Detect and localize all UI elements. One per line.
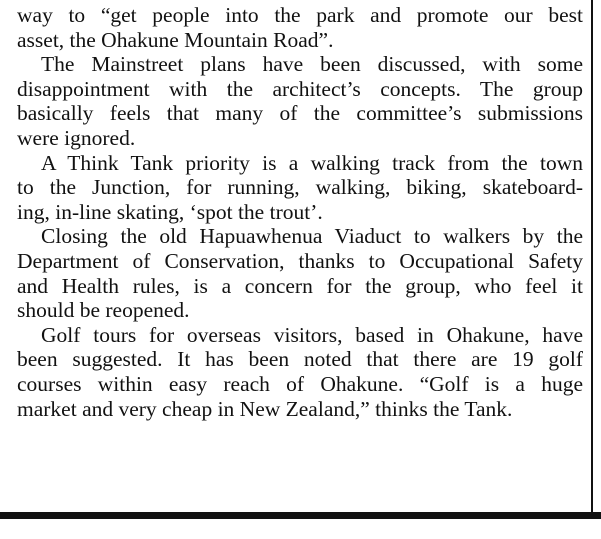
text-line: basically feels that many of the committee’s submissions xyxy=(17,101,583,126)
text-line: been suggested. It has been noted that there are 19 golf xyxy=(17,347,583,372)
paragraph-viaduct-closure xyxy=(17,224,583,322)
text-line: were ignored. xyxy=(17,125,136,150)
text-line: ing, in-line skating, ‘spot the trout’. xyxy=(17,199,323,224)
paragraph-walking-track xyxy=(17,151,583,225)
column-bottom-rule xyxy=(0,512,601,519)
text-line: Closing the old Hapuawhenua Viaduct to walkers by the xyxy=(41,224,583,249)
text-line: disappointment with the architect’s concepts. The group xyxy=(17,76,583,101)
text-line: Department of Conservation, thanks to Occupational Safety xyxy=(17,248,583,273)
text-line: way to “get people into the park and promote our best xyxy=(17,3,583,27)
text-line: The Mainstreet plans have been discussed, with some xyxy=(41,52,583,77)
text-line: Golf tours for overseas visitors, based in Ohakune, have xyxy=(41,322,583,347)
text-line: market and very cheap in New Zealand,” thinks the Tank. xyxy=(17,396,513,421)
text-line: and Health rules, is a concern for the group, who feel it xyxy=(17,273,583,298)
text-line: courses within easy reach of Ohakune. “Golf is a huge xyxy=(17,371,583,396)
text-line: A Think Tank priority is a walking track from the town xyxy=(41,150,583,175)
text-line: asset, the Ohakune Mountain Road”. xyxy=(17,27,334,52)
column-right-rule xyxy=(591,0,593,512)
paragraph-golf-tours xyxy=(17,323,583,421)
article-body xyxy=(17,3,583,421)
paragraph-park-promotion xyxy=(17,3,583,52)
paragraph-mainstreet-plans xyxy=(17,52,583,150)
text-line: should be reopened. xyxy=(17,298,190,323)
text-line: to the Junction, for running, walking, biking, skateboard- xyxy=(17,175,583,200)
